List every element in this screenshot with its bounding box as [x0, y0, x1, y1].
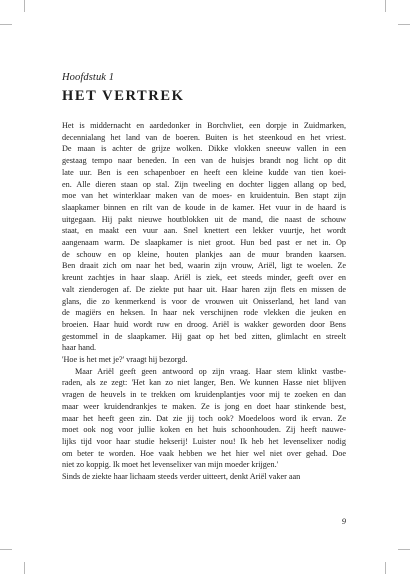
text-line: uitgegaan. Hij pakt nieuwe houtblokken uit de mand, die naast de schouw	[62, 214, 346, 224]
text-line: lijks tijd voor haar studie hekserij! Luister nou! Ik heb het levenselixer nodig	[62, 436, 346, 446]
text-line: gestommel in de slaapkamer. Hij gaat op het bed zitten, glimlacht en streelt	[62, 331, 346, 341]
text-line: om beter te worden. Hoe vaak hebben we het hier wel niet over gehad. Doe	[62, 448, 346, 458]
crop-mark	[398, 24, 410, 25]
chapter-label: Hoofdstuk 1	[62, 72, 115, 83]
crop-mark	[0, 549, 12, 550]
text-line: kreunt zachtjes in haar slaap. Ariël is ziek, eet steeds minder, geeft over en	[62, 273, 346, 283]
text-line: De maan is achter de grijze wolken. Dikke vlokken sneeuw vallen in een	[62, 144, 346, 154]
text-line: maar weer kruidendrankjes te maken. Ze is jong en doet haar stinkende best,	[62, 401, 346, 411]
text-line: Het is middernacht en aardedonker in Borchvliet, een dorpje in Zuidmarken,	[62, 121, 346, 130]
text-line: en. Alle dieren staan op stal. Zijn tweeling en dochter liggen allang op bed,	[62, 179, 346, 189]
text-line: niet zo koppig. Ik moet het levenselixer van mijn moeder krijgen.'	[62, 460, 279, 470]
crop-mark	[24, 562, 25, 574]
text-line: glans, die zo kenmerkend is voor de vrouwen uit Onisserland, het land van	[62, 296, 346, 306]
body-text	[62, 120, 346, 483]
text-line: moe van het winterklaar maken van de moes- en kruidentuin. Ben stapt zijn	[62, 191, 346, 201]
text-line: decennialang het land van de boeren. Buiten is het steenkoud en het vriest.	[62, 132, 346, 142]
text-line: vragen de heuvels in te trekken om kruidenplantjes voor mij te zoeken en dan	[62, 390, 346, 400]
crop-mark	[398, 549, 410, 550]
crop-mark	[385, 0, 386, 12]
text-line: maar het heeft geen zin. Dat zie jij toch ook? Moedeloos word ik ervan. Ze	[62, 413, 346, 423]
chapter-title: HET VERTREK	[62, 88, 185, 104]
text-line: de magiërs en heksen. In haar nek verschijnen rode vlekken die jeuken en	[62, 308, 346, 318]
text-line: broeien. Haar huid wordt ruw en droog. Ariël is wakker geworden door Bens	[62, 319, 346, 329]
text-line: de schouw en op kleine, houten plankjes aan de muur branden kaarsen.	[62, 249, 346, 259]
crop-mark	[385, 562, 386, 574]
text-line: Maar Ariël geeft geen antwoord op zijn vraag. Haar stem klinkt vastbe-	[75, 366, 346, 376]
text-line: aangenaam warm. De slaapkamer is niet groot. Hun bed past er net in. Op	[62, 238, 346, 248]
text-line: staat, en maakt een vuur aan. Snel knettert een lekker vuurtje, het wordt	[62, 226, 346, 236]
text-line: Ben draait zich om naar het bed, waarin zijn vrouw, Ariël, ligt te woelen. Ze	[62, 261, 346, 271]
crop-mark	[0, 24, 12, 25]
text-line: 'Hoe is het met je?' vraagt hij bezorgd.	[62, 355, 188, 365]
text-line: gestaag tempo naar beneden. In een van de huisjes brandt nog licht op dit	[62, 156, 346, 166]
text-line: Sinds de ziekte haar lichaam steeds verder uitteert, denkt Ariël vaker aan	[62, 472, 301, 482]
text-line: valt zienderogen af. De ziekte put haar uit. Haar haren zijn flets en missen de	[62, 284, 346, 294]
page-number: 9	[341, 516, 346, 526]
crop-mark	[24, 0, 25, 12]
text-line: moet ook nog voor jullie koken en het huis schoonhouden. Zij heeft nauwe-	[62, 425, 346, 435]
text-line: late uur. Ben is een schapenboer en heeft een kleine kudde van tien koei-	[62, 167, 346, 177]
text-line: slaapkamer binnen en rilt van de koude in de kamer. Het vuur in de haard is	[62, 202, 346, 212]
text-line: raden, als ze zegt: 'Het kan zo niet langer, Ben. We kunnen Hasse niet blijven	[62, 378, 346, 388]
text-line: haar hand.	[62, 343, 97, 353]
